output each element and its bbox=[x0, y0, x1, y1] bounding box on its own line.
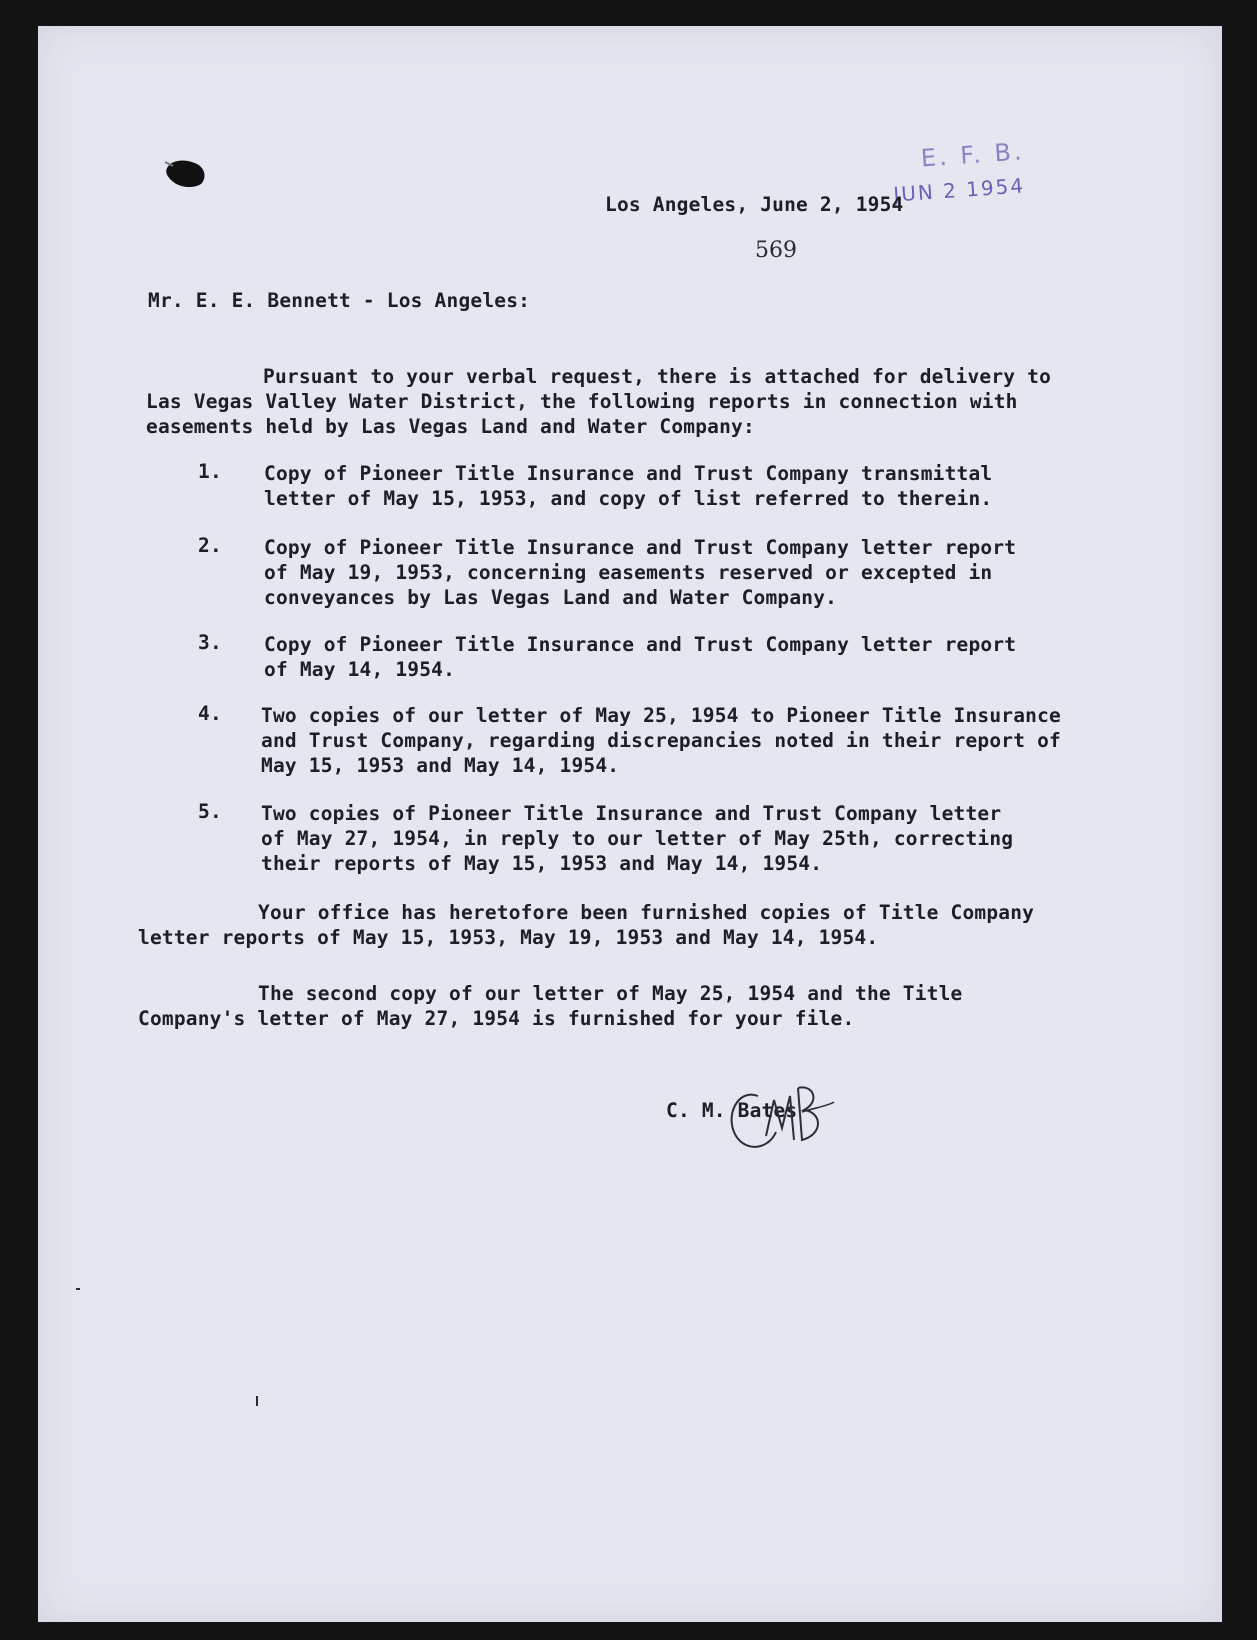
item-3-line-1: Copy of Pioneer Title Insurance and Trust Company letter report bbox=[264, 633, 1017, 656]
addressee: Mr. E. E. Bennett - Los Angeles: bbox=[148, 289, 531, 312]
item-5-number: 5. bbox=[198, 800, 222, 823]
item-2-line-2: of May 19, 1953, concerning easements reserved or excepted in bbox=[264, 561, 993, 584]
item-2-line-3: conveyances by Las Vegas Land and Water Company. bbox=[264, 586, 838, 609]
letter-page bbox=[38, 26, 1222, 1622]
stray-mark bbox=[256, 1396, 258, 1406]
item-1-line-2: letter of May 15, 1953, and copy of list referred to therein. bbox=[264, 487, 993, 510]
dateline: Los Angeles, June 2, 1954 bbox=[605, 193, 904, 216]
punch-hole-mark bbox=[163, 156, 209, 190]
item-1-line-1: Copy of Pioneer Title Insurance and Trust Company transmittal bbox=[264, 462, 993, 485]
para2-line-1: Your office has heretofore been furnished copies of Title Company bbox=[258, 901, 1035, 924]
item-5-line-3: their reports of May 15, 1953 and May 14, 1954. bbox=[261, 852, 823, 875]
signatory-name: C. M. Bates bbox=[666, 1099, 798, 1122]
item-2-line-1: Copy of Pioneer Title Insurance and Trust Company letter report bbox=[264, 536, 1017, 559]
item-5-line-1: Two copies of Pioneer Title Insurance and Trust Company letter bbox=[261, 802, 1002, 825]
stamp-initials: E. F. B. bbox=[919, 137, 1026, 173]
para3-line-1: The second copy of our letter of May 25, 1954 and the Title bbox=[258, 982, 963, 1005]
handwritten-initials-signature bbox=[718, 1076, 838, 1166]
file-number: 569 bbox=[755, 238, 797, 263]
item-3-line-2: of May 14, 1954. bbox=[264, 658, 456, 681]
para3-line-2: Company's letter of May 27, 1954 is furnished for your file. bbox=[138, 1007, 855, 1030]
intro-line-2: Las Vegas Valley Water District, the following reports in connection with bbox=[146, 390, 1018, 413]
item-2-number: 2. bbox=[198, 534, 222, 557]
para2-line-2: letter reports of May 15, 1953, May 19, 1953 and May 14, 1954. bbox=[138, 926, 879, 949]
item-4-line-3: May 15, 1953 and May 14, 1954. bbox=[261, 754, 620, 777]
received-stamp bbox=[890, 136, 1056, 237]
item-1-number: 1. bbox=[198, 460, 222, 483]
intro-line-1: Pursuant to your verbal request, there is attached for delivery to bbox=[263, 365, 1052, 388]
stray-mark bbox=[76, 1288, 80, 1290]
stamp-date: JUN 2 1954 bbox=[892, 173, 1026, 207]
item-4-number: 4. bbox=[198, 702, 222, 725]
item-4-line-2: and Trust Company, regarding discrepancies noted in their report of bbox=[261, 729, 1061, 752]
item-5-line-2: of May 27, 1954, in reply to our letter of May 25th, correcting bbox=[261, 827, 1014, 850]
intro-line-3: easements held by Las Vegas Land and Water Company: bbox=[146, 415, 755, 438]
item-4-line-1: Two copies of our letter of May 25, 1954 to Pioneer Title Insurance bbox=[261, 704, 1061, 727]
item-3-number: 3. bbox=[198, 631, 222, 654]
